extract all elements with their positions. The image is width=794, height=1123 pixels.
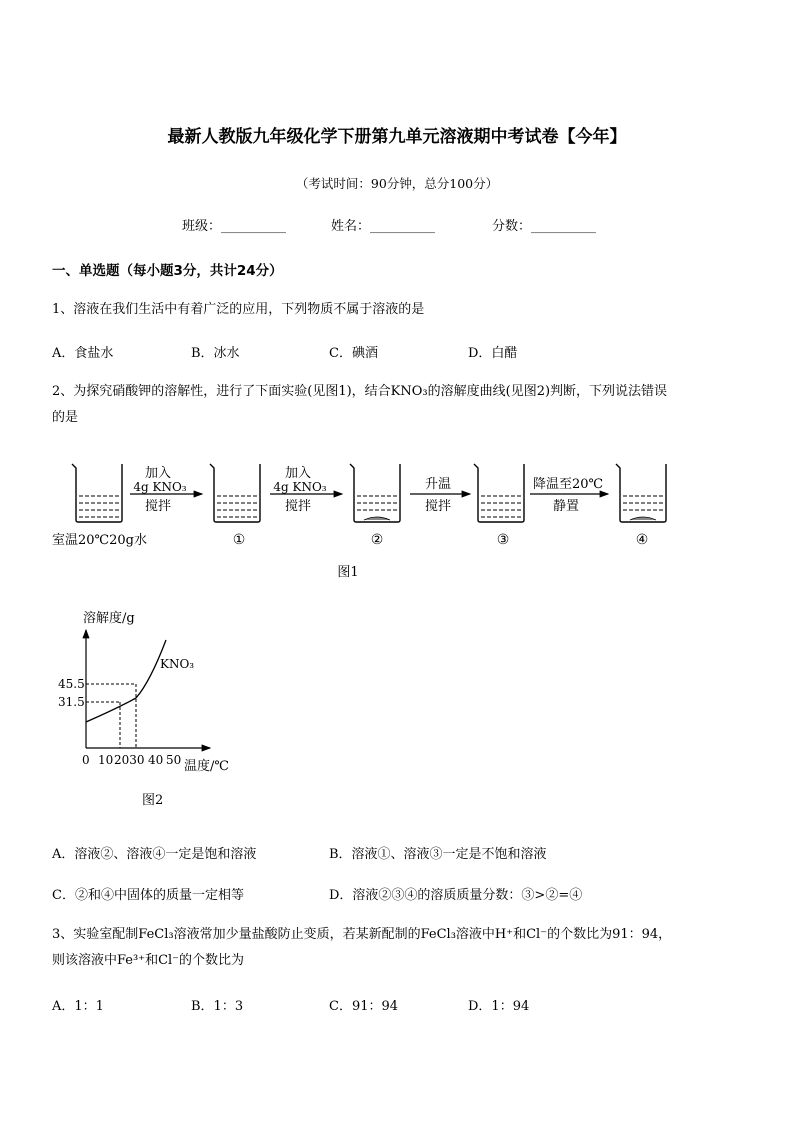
q1-option-d[interactable]: D．白醋: [468, 346, 518, 361]
y-tick-45-5: 45.5: [58, 677, 85, 691]
y-axis-label: 溶解度/g: [83, 611, 135, 626]
beaker-0: [72, 464, 122, 522]
x-axis-label: 温度/℃: [184, 759, 229, 774]
beaker0-label: 室温20℃20g水: [52, 533, 147, 548]
arrow4-top-label: 降温至20℃: [532, 477, 604, 492]
q2-option-c[interactable]: C．②和④中固体的质量一定相等: [52, 888, 244, 903]
beaker-1: [210, 464, 260, 522]
q1-option-a[interactable]: A．食盐水: [52, 346, 114, 361]
class-field[interactable]: 班级：__________: [182, 219, 287, 234]
question-1-stem: 1、溶液在我们生活中有着广泛的应用，下列物质不属于溶液的是: [52, 302, 425, 317]
beaker2-label: ②: [370, 532, 384, 548]
x-tick-2030: 2030: [114, 753, 145, 767]
x-tick-0: 0: [82, 753, 90, 767]
name-field[interactable]: 姓名：__________: [331, 219, 436, 234]
figure-1: [50, 452, 700, 587]
q3-option-b[interactable]: B．1：3: [191, 999, 244, 1014]
q1-option-c[interactable]: C．碘酒: [329, 346, 378, 361]
beaker3-label: ③: [496, 532, 510, 548]
arrow4-bot-label: 静置: [552, 499, 580, 514]
beaker1-label: ①: [232, 532, 246, 548]
page-title: 最新人教版九年级化学下册第九单元溶液期中考试卷【今年】: [167, 127, 627, 147]
series-label: KNO₃: [160, 657, 195, 671]
q3-option-a[interactable]: A．1：1: [52, 999, 104, 1014]
question-3-stem-line1: 3、实验室配制FeCl₃溶液常加少量盐酸防止变质，若某新配制的FeCl₃溶液中H⁺和Cl⁻的个数比为91：94，: [52, 927, 672, 942]
beaker-3: [474, 464, 524, 522]
arrow1-mid-label: 4g KNO₃: [133, 480, 187, 494]
x-tick-10: 10: [98, 753, 114, 767]
arrow2-top-label: 加入: [284, 466, 312, 481]
exam-subtitle: （考试时间：90分钟，总分100分）: [295, 176, 499, 191]
q1-option-b[interactable]: B．冰水: [191, 346, 240, 361]
figure-2-solubility-graph: [50, 600, 280, 815]
x-tick-40: 40: [148, 753, 164, 767]
arrow2-bot-label: 搅拌: [284, 499, 312, 514]
figure-2-caption: 图2: [142, 793, 164, 808]
beaker-4: [616, 464, 666, 522]
question-2-stem-line2: 的是: [52, 410, 79, 425]
section-heading: 一、单选题（每小题3分，共计24分）: [52, 263, 283, 279]
q3-option-c[interactable]: C．91：94: [329, 999, 399, 1014]
question-2-stem-line1: 2、为探究硝酸钾的溶解性，进行了下面实验(见图1)，结合KNO₃的溶解度曲线(见图2)判断，下列说法错误: [52, 384, 668, 399]
q2-option-b[interactable]: B．溶液①、溶液③一定是不饱和溶液: [329, 847, 547, 862]
figure-1-caption: 图1: [337, 565, 359, 580]
arrow1-top-label: 加入: [144, 466, 172, 481]
arrow2-mid-label: 4g KNO₃: [273, 480, 327, 494]
q2-option-d[interactable]: D．溶液②③④的溶质质量分数：③>②=④: [329, 888, 583, 903]
y-tick-31-5: 31.5: [58, 695, 85, 709]
beaker-2: [350, 464, 400, 522]
beaker4-label: ④: [635, 532, 649, 548]
x-tick-50: 50: [166, 753, 182, 767]
score-field[interactable]: 分数：__________: [492, 219, 597, 234]
arrow3-top-label: 升温: [424, 477, 452, 492]
q3-option-d[interactable]: D．1：94: [468, 999, 530, 1014]
arrow3-bot-label: 搅拌: [424, 499, 452, 514]
q2-option-a[interactable]: A．溶液②、溶液④一定是饱和溶液: [52, 847, 257, 862]
question-3-stem-line2: 则该溶液中Fe³⁺和Cl⁻的个数比为: [52, 953, 245, 968]
arrow1-bot-label: 搅拌: [144, 499, 172, 514]
kno3-solubility-curve: [86, 640, 166, 722]
